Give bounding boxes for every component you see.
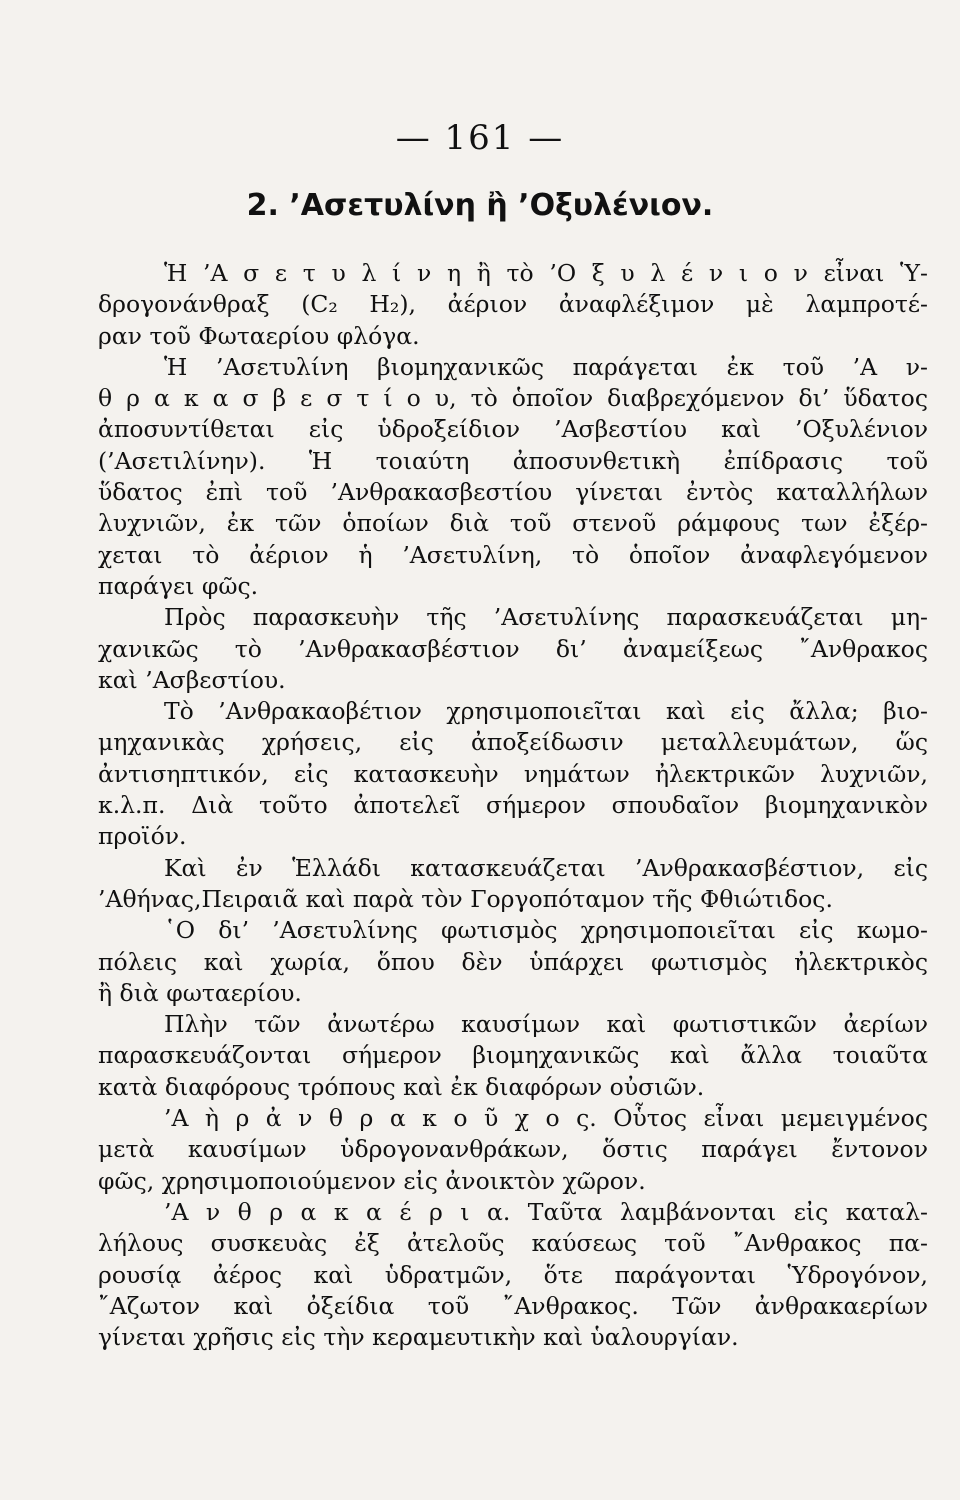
text-line: ὕδατος ἐπὶ τοῦ ’Ανθρακασβεστίου γίνεται ἐντὸς καταλλήλων bbox=[98, 478, 928, 507]
text-line: ἀντισηπτικόν, εἰς κατασκευὴν νημάτων ἠλεκτρικῶν λυχνιῶν, bbox=[98, 759, 928, 788]
text-line: κατὰ διαφόρους τρόπους καὶ ἐκ διαφόρων οὐσιῶν. bbox=[98, 1072, 705, 1101]
text-line: Πρὸς παρασκευὴν τῆς ’Ασετυλίνης παρασκευάζεται μη- bbox=[164, 603, 928, 632]
text-line: μετὰ καυσίμων ὑδρογονανθράκων, ὅστις παράγει ἔντονον bbox=[98, 1135, 928, 1164]
text-line: παράγει φῶς. bbox=[98, 571, 259, 600]
text-line: καὶ ’Ασβεστίου. bbox=[98, 665, 286, 694]
text-line: ἀποσυντίθεται εἰς ὑδροξείδιον ’Ασβεστίου καὶ ’Οξυλένιον bbox=[98, 415, 928, 444]
text-line: παρασκευάζονται σήμερον βιομηχανικῶς καὶ ἄλλα τοιαῦτα bbox=[98, 1041, 928, 1070]
text-line: ρουσίᾳ ἀέρος καὶ ὑδρατμῶν, ὅτε παράγονται Ὑδρογόνον, bbox=[98, 1260, 928, 1289]
text-line: γίνεται χρῆσις εἰς τὴν κεραμευτικὴν καὶ ὑαλουργίαν. bbox=[98, 1323, 739, 1352]
text-line: μηχανικὰς χρήσεις, εἰς ἀποξείδωσιν μεταλλευμάτων, ὥς bbox=[98, 728, 928, 757]
text-line: Πλὴν τῶν ἀνωτέρω καυσίμων καὶ φωτιστικῶν ἀερίων bbox=[164, 1010, 928, 1039]
text-line: Ἡ ’Α σ ε τ υ λ ί ν η ἢ τὸ ’Ο ξ υ λ έ ν ι ο ν εἶναι Ὑ- bbox=[164, 259, 928, 287]
text-line: θ ρ α κ α σ β ε σ τ ί ο υ, τὸ ὁποῖον διαβρεχόμενον δι’ ὕδατος bbox=[98, 384, 928, 413]
section-title: 2. ’Ασετυλίνη ἢ ’Οξυλένιον. bbox=[246, 188, 714, 223]
text-line: προϊόν. bbox=[98, 822, 187, 851]
text-line: ῾Ο δι’ ’Ασετυλίνης φωτισμὸς χρησιμοποιεῖται εἰς κωμο- bbox=[164, 916, 928, 945]
text-line: Καὶ ἐν Ἑλλάδι κατασκευάζεται ’Ανθρακασβέστιον, εἰς bbox=[164, 853, 928, 882]
text-line: χεται τὸ ἀέριον ἡ ’Ασετυλίνη, τὸ ὁποῖον ἀναφλεγόμενον bbox=[98, 540, 928, 569]
text-line: ’Α ὴ ρ ἀ ν θ ρ α κ ο ῦ χ ο ς. Οὗτος εἶναι μεμειγμένος bbox=[164, 1104, 928, 1133]
text-line: φῶς, χρησιμοποιούμενον εἰς ἀνοικτὸν χῶρον. bbox=[98, 1166, 646, 1195]
text-line: Τὸ ’Ανθρακαοβέτιον χρησιμοποιεῖται καὶ εἰς ἄλλα; βιο- bbox=[164, 697, 928, 726]
text-line: Ἡ ’Ασετυλίνη βιομηχανικῶς παράγεται ἐκ τοῦ ’Α ν- bbox=[164, 352, 928, 381]
text-line: ραν τοῦ Φωταερίου φλόγα. bbox=[98, 321, 420, 350]
text-line: ῎Αζωτον καὶ ὀξείδια τοῦ ῎Ανθρακος. Τῶν ἀνθρακαερίων bbox=[98, 1291, 928, 1320]
text-line: (’Ασετιλίνην). Ἡ τοιαύτη ἀποσυνθετικὴ ἐπίδρασις τοῦ bbox=[98, 446, 928, 475]
text-line: κ.λ.π. Διὰ τοῦτο ἀποτελεῖ σήμερον σπουδαῖον βιομηχανικὸν bbox=[98, 791, 928, 820]
text-line: χανικῶς τὸ ’Ανθρακασβέστιον δι’ ἀναμείξεως ῎Ανθρακος bbox=[98, 634, 928, 663]
body-text bbox=[98, 258, 928, 1353]
text-line: ’Α ν θ ρ α κ α έ ρ ι α. Ταῦτα λαμβάνονται εἰς καταλ- bbox=[164, 1197, 928, 1226]
text-line: ’Αθήνας,Πειραιᾶ καὶ παρὰ τὸν Γοργοπόταμον τῆς Φθιώτιδος. bbox=[98, 884, 833, 913]
text-line: λυχνιῶν, ἐκ τῶν ὁποίων διὰ τοῦ στενοῦ ράμφους των ἐξέρ- bbox=[98, 509, 928, 538]
text-line: πόλεις καὶ χωρία, ὅπου δὲν ὑπάρχει φωτισμὸς ἠλεκτρικὸς bbox=[98, 947, 928, 976]
text-line: λήλους συσκευὰς ἐξ ἀτελοῦς καύσεως τοῦ ῎Ανθρακος πα- bbox=[98, 1229, 928, 1258]
text-line: ἢ διὰ φωταερίου. bbox=[98, 978, 302, 1007]
text-line: δρογονάνθραξ (C₂ H₂), ἀέριον ἀναφλέξιμον μὲ λαμπροτέ- bbox=[98, 290, 928, 319]
page-number: — 161 — bbox=[395, 118, 565, 158]
